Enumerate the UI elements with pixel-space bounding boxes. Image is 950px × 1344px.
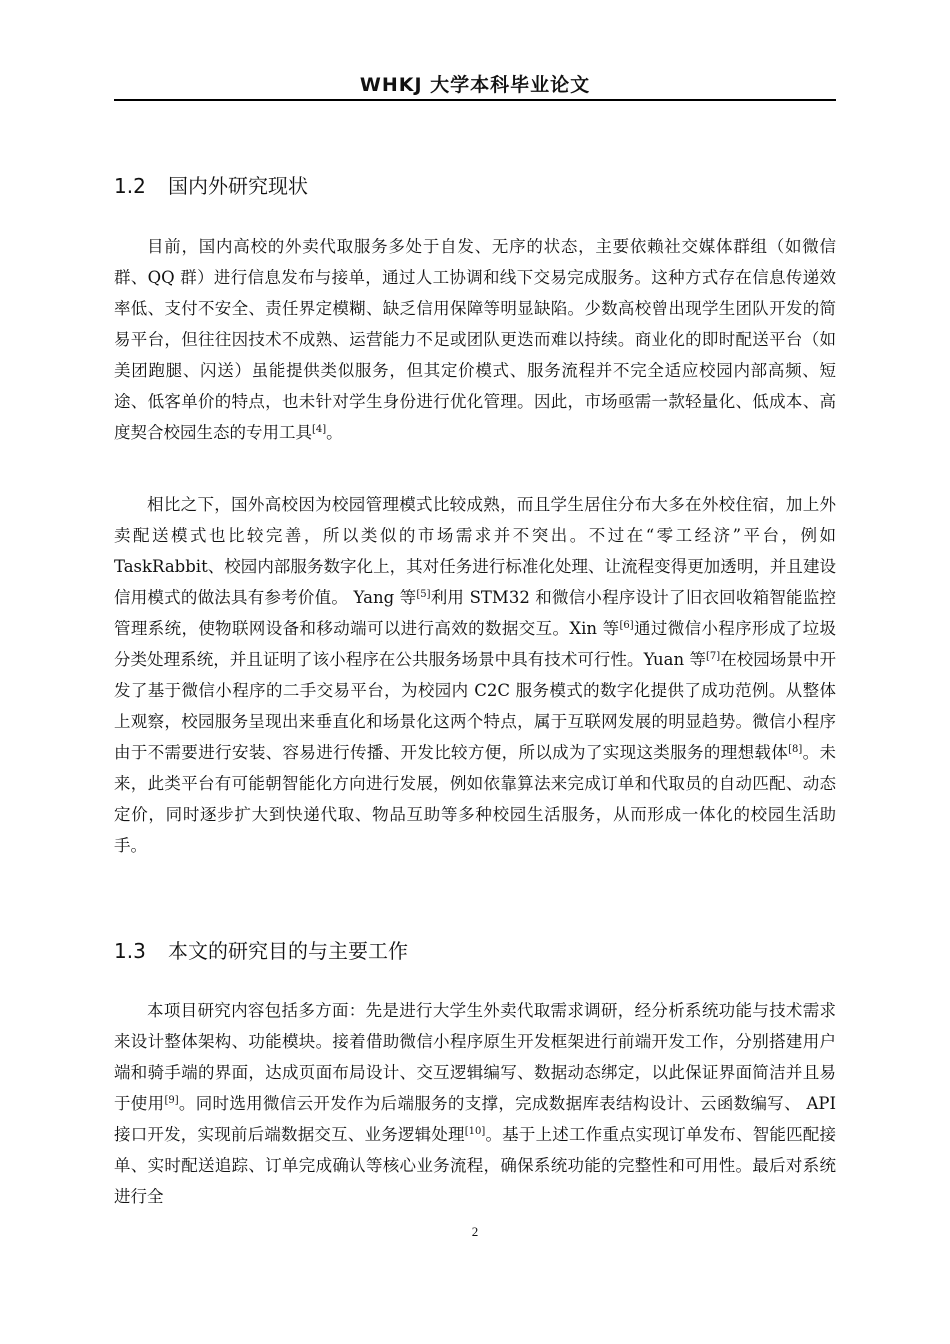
- section-heading-1-2: [114, 172, 836, 200]
- citation-ref: [5]: [416, 589, 431, 600]
- paragraph-text: 。基于上述工作重点实现订单发布、智能匹配接单、实时配送追踪、订单完成确认等核心业务流程，确保系统功能的完整性和可用性。最后对系统进行全: [114, 1125, 837, 1206]
- paragraph-text: 目前，国内高校的外卖代取服务多处于自发、无序的状态，主要依赖社交媒体群组（如微信群、QQ 群）进行信息发布与接单，通过人工协调和线下交易完成服务。这种方式存在信息传递效率低、支付不安全、责任界定模糊、缺乏信用保障等明显缺陷。少数高校曾出现学生团队开发的简易平台，但往往因技术不成熟、运营能力不足或团队更迭而难以持续。商业化的即时配送平台（如美团跑腿、闪送）虽能提供类似服务，但其定价模式、服务流程并不完全适应校园内部高频、短途、低客单价的特点，也未针对学生身份进行优化管理。因此，市场亟需一款轻量化、低成本、高度契合校园生态的专用工具: [114, 237, 836, 442]
- paragraph-text: 通过微信小程序形成了垃圾分类处理系统，并且证明了该小程序在公共服务场景中具有技术可行性。Yuan 等: [114, 619, 836, 669]
- paragraph-text: 利用 STM32 和微信小程序设计了旧衣回收箱智能监控管理系统，使物联网设备和移动端可以进行高效的数据交互。Xin 等: [114, 588, 836, 638]
- section-title: 本文的研究目的与主要工作: [168, 939, 408, 963]
- citation-ref: [10]: [464, 1126, 486, 1137]
- paragraph-text: 相比之下，国外高校因为校园管理模式比较成熟，而且学生居住分布大多在外校住宿，加上外卖配送模式也比较完善，所以类似的市场需求并不突出。不过在“零工经济”平台，例如 TaskRabbit、校园内部服务数字化上，其对任务进行标准化处理、让流程变得更加透明，并且建设信用模式的做法具有参考价值。 Yang 等: [114, 495, 836, 607]
- citation-ref: [4]: [312, 424, 327, 435]
- paragraph-text: 。未来，此类平台有可能朝智能化方向进行发展，例如依靠算法来完成订单和代取员的自动匹配、动态定价，同时逐步扩大到快递代取、物品互助等多种校园生活服务，从而形成一体化的校园生活助手。: [114, 743, 837, 855]
- paragraph-text: 本项目研究内容包括多方面：先是进行大学生外卖代取需求调研，经分析系统功能与技术需求来设计整体架构、功能模块。接着借助微信小程序原生开发框架进行前端开发工作，分别搭建用户端和骑手端的界面，达成页面布局设计、交互逻辑编写、数据动态绑定，以此保证界面简洁并且易于使用: [114, 1001, 836, 1113]
- section-number: 1.3: [114, 939, 146, 963]
- paragraph: [114, 489, 836, 861]
- page-header: WHKJ 大学本科毕业论文: [359, 74, 591, 96]
- citation-ref: [8]: [788, 744, 803, 755]
- section-heading-1-3: [114, 937, 836, 965]
- citation-ref: [7]: [705, 651, 721, 662]
- paragraph: [114, 995, 836, 1212]
- section-number: 1.2: [114, 174, 146, 198]
- paragraph-text: 。: [326, 423, 343, 442]
- citation-ref: [6]: [619, 620, 634, 631]
- paragraph: [114, 231, 836, 448]
- citation-ref: [9]: [164, 1095, 179, 1106]
- paragraph-text: 在校园场景中开发了基于微信小程序的二手交易平台，为校园内 C2C 服务模式的数字化提供了成功范例。从整体上观察，校园服务呈现出来垂直化和场景化这两个特点，属于互联网发展的明显趋势。微信小程序由于不需要进行安装、容易进行传播、开发比较方便，所以成为了实现这类服务的理想载体: [114, 650, 837, 762]
- section-title: 国内外研究现状: [168, 174, 308, 198]
- page-number: 2: [471, 1224, 479, 1239]
- paragraph-text: 。同时选用微信云开发作为后端服务的支撑，完成数据库表结构设计、云函数编写、 API 接口开发，实现前后端数据交互、业务逻辑处理: [114, 1094, 837, 1144]
- header-rule: [114, 99, 836, 101]
